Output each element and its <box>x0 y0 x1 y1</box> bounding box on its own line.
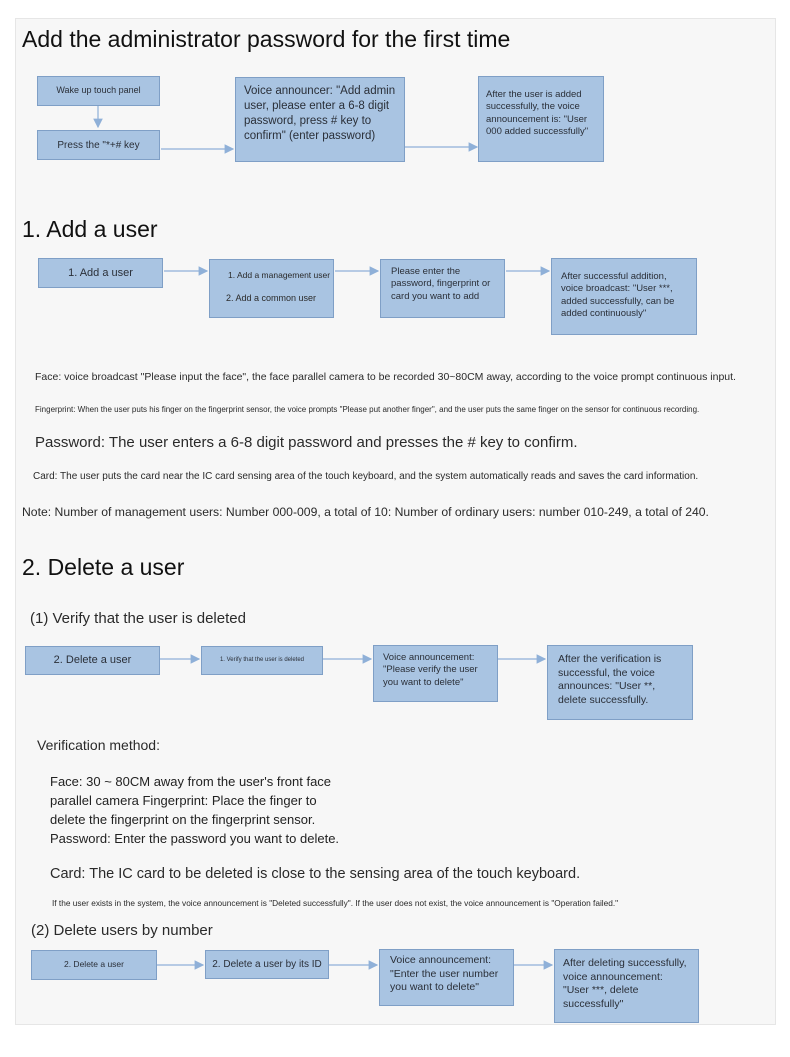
verification-method-title: Verification method: <box>37 737 160 753</box>
flow-step-delete-user-2 <box>31 950 157 980</box>
flow-step-label: 1. Add a management user <box>228 270 331 280</box>
flow-step-user-types <box>209 259 334 318</box>
verify-delete-subtitle: (1) Verify that the user is deleted <box>30 610 246 627</box>
flow-step-label: 2. Add a common user <box>226 293 317 303</box>
flow-step-label: Wake up touch panel <box>56 85 141 96</box>
flow-step-label: After successful addition, voice broadcast: "User ***, added successfully, can be added continuously" <box>561 271 675 320</box>
flow-step-label: Press the "*+# key <box>57 139 140 151</box>
note-password: Password: The user enters a 6-8 digit password and presses the # key to confirm. <box>35 434 578 451</box>
delete-by-number-subtitle: (2) Delete users by number <box>31 922 213 939</box>
flow-step-admin-added <box>478 76 604 162</box>
flow-step-label: 2. Delete a user <box>63 959 124 970</box>
flow-step-added-success <box>551 258 697 335</box>
flow-step-voice-add-admin <box>235 77 405 162</box>
flow-step-label: 1. Add a user <box>68 266 133 279</box>
flow-step-wake-up <box>37 76 160 106</box>
flow-step-label: Voice announcer: "Add admin user, please enter a 6-8 digit password, press # key to confirm" (enter password) <box>244 85 396 142</box>
flow-step-label: After the user is added successfully, the voice announcement is: "User 000 added successfully" <box>486 89 589 138</box>
verification-method-text: Face: 30 ~ 80CM away from the user's front face parallel camera Fingerprint: Place the finger to delete the fingerprint on the fingerprint sensor. Password: Enter the password you want to delete. <box>50 774 340 846</box>
flow-step-label: 1. Verify that the user is deleted <box>219 656 305 663</box>
note-card: Card: The user puts the card near the IC card sensing area of the touch keyboard, and the system automatically reads and saves the card information. <box>33 471 699 482</box>
flow-step-add-user <box>38 258 163 288</box>
verification-card: Card: The IC card to be deleted is close to the sensing area of the touch keyboard. <box>50 866 581 882</box>
note-fingerprint: Fingerprint: When the user puts his finger on the fingerprint sensor, the voice prompts "Please put another finger", and the user puts the same finger on the sensor for continuous recording. <box>35 405 700 414</box>
flow-step-label: Voice announcement: "Enter the user number you want to delete" <box>390 954 499 994</box>
flow-step-label: 2. Delete a user <box>53 654 132 667</box>
flow-step-label: 2. Delete a user by its ID <box>212 959 322 970</box>
flow-step-press-key <box>37 130 160 160</box>
note-user-numbers: Note: Number of management users: Number 000-009, a total of 10: Number of ordinary users: number 010-249, a total of 240. <box>22 505 709 519</box>
flow-step-label: After deleting successfully, voice announcement: "User ***, delete successfully" <box>563 957 687 1010</box>
flow-step-verify-success <box>547 645 693 720</box>
flow-step-label: Voice announcement: "Please verify the user you want to delete" <box>383 652 478 688</box>
flow-step-label: Please enter the password, fingerprint or card you want to add <box>391 266 491 302</box>
flow-step-voice-enter-number <box>379 949 514 1006</box>
flow-step-voice-verify <box>373 645 498 702</box>
add-user-title: 1. Add a user <box>22 216 158 242</box>
delete-user-title: 2. Delete a user <box>22 554 185 580</box>
flow-step-verify-user <box>201 646 323 675</box>
flow-step-label: After the verification is successful, the voice announces: "User **, delete successfully. <box>558 653 662 706</box>
verification-result: If the user exists in the system, the voice announcement is "Deleted successfully". If the user does not exist, the voice announcement is "Operation failed." <box>52 898 619 908</box>
flow-step-delete-success <box>554 949 699 1023</box>
flow-step-delete-user <box>25 646 160 675</box>
first-time-title: Add the administrator password for the first time <box>22 26 511 52</box>
flow-step-delete-by-id <box>205 950 329 979</box>
flow-step-enter-credential <box>380 259 505 318</box>
note-face: Face: voice broadcast "Please input the face", the face parallel camera to be recorded 30~80CM away, according to the voice prompt continuous input. <box>35 371 736 383</box>
